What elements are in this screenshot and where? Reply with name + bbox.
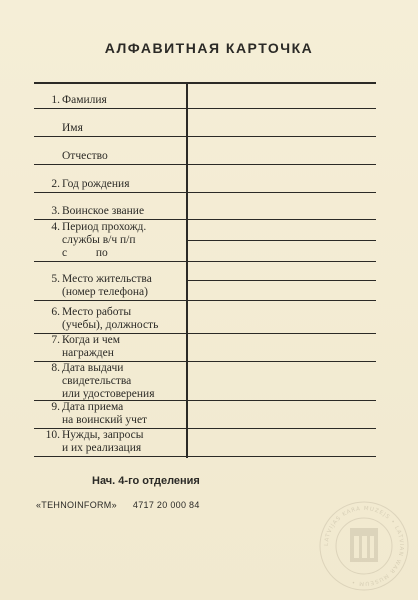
field-label-registration-date-2: на воинский учет [62,414,148,426]
entry-line [188,136,376,137]
entry-line [188,333,376,334]
museum-stamp-logo [316,498,412,594]
row-rule [34,164,186,165]
field-label-residence-2: (номер телефона) [62,286,148,298]
row-rule [34,400,186,401]
entry-line [188,108,376,109]
field-label-service-period: 4. Период прохожд. [51,221,147,233]
entry-line [188,400,376,401]
field-label-patronymic: Отчество [62,150,108,162]
field-label-awards-2: награжден [62,347,114,359]
print-imprint [36,500,200,510]
field-label-awards: 7. Когда и чем [51,334,121,346]
field-label-service-period-3: с по [62,247,108,259]
field-label-birth-year: 2. Год рождения [51,178,130,190]
svg-text:LATVIJAS KARA MUZEJS • LATVIAN: LATVIJAS KARA MUZEJS • LATVIAN WAR MUSEUM • [323,505,405,587]
row-rule [34,108,186,109]
row-rule [34,192,186,193]
row-rule [34,428,186,429]
row-rule [34,361,186,362]
field-label-certificate-date-3: или удостоверения [62,388,155,400]
field-label-residence: 5. Место жительства [51,273,152,285]
publisher-name: «TEHNOINFORM» [36,500,117,510]
field-label-needs-2: и их реализация [62,442,142,454]
field-label-workplace-2: (учебы), должность [62,319,159,331]
entry-line [188,300,376,301]
entry-line [188,192,376,193]
field-label-certificate-date: 8. Дата выдачи [51,362,124,374]
entry-line [188,164,376,165]
row-rule [34,300,186,301]
field-label-workplace: 6. Место работы [51,306,132,318]
field-label-registration-date: 9. Дата приема [51,401,124,413]
field-label-rank: 3. Воинское звание [51,205,145,217]
entry-line [188,240,376,241]
entry-line [188,428,376,429]
row-rule [34,136,186,137]
field-label-needs: 10. Нужды, запросы [45,429,144,441]
entry-line [188,456,376,457]
entry-line [188,361,376,362]
column-divider [186,84,188,458]
entry-line [188,219,376,220]
entry-line [188,261,376,262]
field-label-certificate-date-2: свидетельства [62,375,132,387]
row-rule [34,456,186,457]
print-code: 4717 20 000 84 [132,500,200,510]
field-label-service-period-2: службы в/ч п/п [62,234,136,246]
row-rule [34,333,186,334]
row-rule [34,219,186,220]
top-rule [34,82,376,84]
field-label-name: Имя [62,122,83,134]
card-title: АЛФАВИТНАЯ КАРТОЧКА [104,40,314,56]
row-rule [34,261,186,262]
field-label-surname: 1. Фамилия [51,94,107,106]
entry-line [188,280,376,281]
department-signature-label: Нач. 4-го отделения [92,475,200,487]
